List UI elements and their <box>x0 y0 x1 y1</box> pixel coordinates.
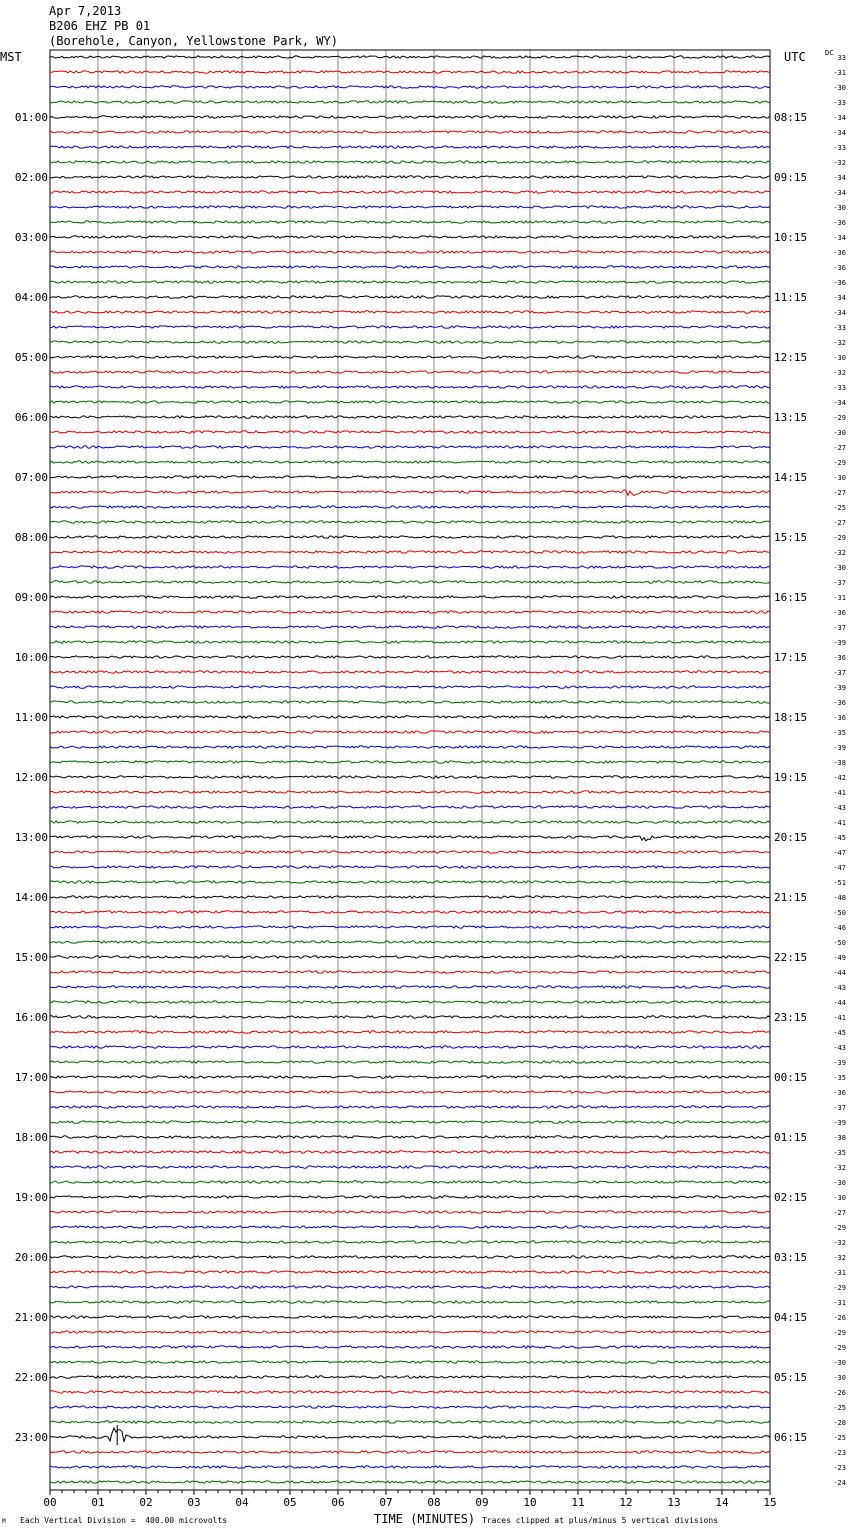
trace-row-18 <box>50 326 770 328</box>
trace-row-89 <box>50 1391 770 1393</box>
x-tick-label: 00 <box>43 1496 57 1509</box>
dc-offset-label: -39 <box>833 684 846 692</box>
x-tick-label: 01 <box>91 1496 105 1509</box>
station-location: (Borehole, Canyon, Yellowstone Park, WY) <box>49 34 338 48</box>
right-hour-label: 22:15 <box>774 951 808 964</box>
dc-offset-label: -35 <box>833 1149 846 1157</box>
dc-offset-label: -25 <box>833 1434 846 1442</box>
right-hour-label: 17:15 <box>774 651 808 664</box>
left-hour-label: 12:00 <box>14 771 48 784</box>
trace-row-81 <box>50 1271 770 1273</box>
trace-row-17 <box>50 311 770 313</box>
trace-row-79 <box>50 1241 770 1243</box>
trace-row-40 <box>50 656 770 658</box>
trace-row-90 <box>50 1406 770 1408</box>
trace-row-33 <box>50 551 770 553</box>
left-hour-label: 02:00 <box>14 171 48 184</box>
dc-offset-label: -33 <box>833 99 846 107</box>
dc-offset-label: -27 <box>833 1209 846 1217</box>
dc-offset-label: -44 <box>833 969 846 977</box>
trace-row-61 <box>50 971 770 973</box>
trace-row-9 <box>50 191 770 193</box>
left-hour-label: 05:00 <box>14 351 48 364</box>
right-hour-label: 13:15 <box>774 411 808 424</box>
left-hour-label: 23:00 <box>14 1431 48 1444</box>
dc-offset-label: -29 <box>833 534 846 542</box>
trace-row-92 <box>50 1425 770 1445</box>
trace-row-71 <box>50 1121 770 1123</box>
trace-row-28 <box>50 476 770 478</box>
trace-row-64 <box>50 1016 770 1018</box>
dc-offset-label: -36 <box>833 279 846 287</box>
right-hour-label: 02:15 <box>774 1191 808 1204</box>
x-tick-label: 08 <box>427 1496 441 1509</box>
trace-row-54 <box>50 866 770 868</box>
left-hour-label: 09:00 <box>14 591 48 604</box>
dc-offset-label: -36 <box>833 264 846 272</box>
left-hour-label: 18:00 <box>14 1131 48 1144</box>
trace-row-27 <box>50 461 770 463</box>
trace-row-0 <box>50 56 770 58</box>
dc-offset-label: -41 <box>833 819 846 827</box>
right-timezone-label: UTC <box>784 50 806 64</box>
trace-row-38 <box>50 626 770 628</box>
right-hour-label: 03:15 <box>774 1251 808 1264</box>
dc-offset-label: -51 <box>833 879 846 887</box>
x-tick-label: 11 <box>571 1496 585 1509</box>
right-hour-label: 08:15 <box>774 111 808 124</box>
trace-row-69 <box>50 1091 770 1093</box>
dc-offset-label: -29 <box>833 1284 846 1292</box>
trace-row-21 <box>50 371 770 373</box>
dc-offset-label: -31 <box>833 1299 846 1307</box>
dc-offset-label: -47 <box>833 864 846 872</box>
trace-row-66 <box>50 1046 770 1048</box>
trace-row-6 <box>50 146 770 148</box>
left-hour-label: 08:00 <box>14 531 48 544</box>
dc-offset-label: -30 <box>833 429 846 437</box>
left-hour-label: 14:00 <box>14 891 48 904</box>
dc-offset-label: -33 <box>833 324 846 332</box>
left-timezone-label: MST <box>0 50 22 64</box>
trace-row-15 <box>50 281 770 283</box>
dc-offset-label: -44 <box>833 999 846 1007</box>
trace-row-91 <box>50 1421 770 1423</box>
right-hour-label: 16:15 <box>774 591 808 604</box>
dc-offset-label: -33 <box>833 384 846 392</box>
dc-offset-label: -32 <box>833 339 846 347</box>
right-hour-label: 15:15 <box>774 531 808 544</box>
trace-row-77 <box>50 1211 770 1213</box>
dc-offset-label: -39 <box>833 744 846 752</box>
dc-offset-label: -30 <box>833 474 846 482</box>
trace-row-26 <box>50 446 770 448</box>
trace-row-4 <box>50 116 770 118</box>
trace-row-83 <box>50 1301 770 1303</box>
trace-row-88 <box>50 1376 770 1378</box>
trace-row-44 <box>50 716 770 718</box>
trace-row-67 <box>50 1061 770 1063</box>
dc-offset-label: -31 <box>833 594 846 602</box>
trace-row-46 <box>50 746 770 748</box>
dc-offset-label: -29 <box>833 459 846 467</box>
trace-row-73 <box>50 1151 770 1153</box>
trace-row-14 <box>50 266 770 268</box>
dc-offset-label: -32 <box>833 1254 846 1262</box>
x-tick-label: 07 <box>379 1496 393 1509</box>
dc-offset-label: -32 <box>833 369 846 377</box>
trace-row-30 <box>50 506 770 508</box>
trace-row-35 <box>50 581 770 583</box>
trace-row-72 <box>50 1136 770 1138</box>
dc-offset-label: -25 <box>833 504 846 512</box>
trace-row-94 <box>50 1466 770 1468</box>
dc-offset-label: -26 <box>833 1314 846 1322</box>
trace-row-16 <box>50 296 770 298</box>
dc-offset-label: -32 <box>833 549 846 557</box>
trace-row-51 <box>50 821 770 823</box>
dc-offset-label: -24 <box>833 1479 846 1487</box>
dc-offset-label: -39 <box>833 1059 846 1067</box>
trace-row-80 <box>50 1256 770 1258</box>
x-axis-title: TIME (MINUTES) <box>374 1512 476 1526</box>
trace-row-10 <box>50 206 770 208</box>
trace-row-84 <box>50 1316 770 1318</box>
dc-offset-label: -46 <box>833 924 846 932</box>
dc-offset-label: -35 <box>833 729 846 737</box>
dc-offset-label: -30 <box>833 564 846 572</box>
left-hour-label: 16:00 <box>14 1011 48 1024</box>
trace-row-49 <box>50 791 770 793</box>
trace-row-95 <box>50 1481 770 1483</box>
left-hour-label: 19:00 <box>14 1191 48 1204</box>
dc-offset-label: -32 <box>833 1239 846 1247</box>
left-hour-label: 17:00 <box>14 1071 48 1084</box>
trace-row-68 <box>50 1076 770 1078</box>
right-hour-label: 14:15 <box>774 471 808 484</box>
trace-row-82 <box>50 1286 770 1288</box>
dc-offset-label: -36 <box>833 654 846 662</box>
trace-row-87 <box>50 1361 770 1363</box>
left-hour-label: 15:00 <box>14 951 48 964</box>
x-tick-label: 09 <box>475 1496 489 1509</box>
corner-mark: M <box>2 1518 6 1525</box>
dc-offset-label: -36 <box>833 249 846 257</box>
left-hour-label: 20:00 <box>14 1251 48 1264</box>
dc-offset-label: -37 <box>833 624 846 632</box>
trace-row-20 <box>50 356 770 358</box>
dc-offset-label: -41 <box>833 789 846 797</box>
left-hour-label: 13:00 <box>14 831 48 844</box>
dc-offset-label: -34 <box>833 399 846 407</box>
dc-offset-label: -33 <box>833 144 846 152</box>
trace-row-34 <box>50 566 770 568</box>
x-tick-label: 13 <box>667 1496 681 1509</box>
trace-row-29 <box>50 490 770 496</box>
dc-offset-label: -25 <box>833 1404 846 1412</box>
x-tick-label: 03 <box>187 1496 201 1509</box>
plot-date: Apr 7,2013 <box>49 4 122 18</box>
dc-offset-label: -31 <box>833 1269 846 1277</box>
dc-offset-label: -36 <box>833 219 846 227</box>
dc-offset-label: -36 <box>833 714 846 722</box>
left-hour-label: 03:00 <box>14 231 48 244</box>
right-hour-label: 09:15 <box>774 171 808 184</box>
dc-offset-label: -30 <box>833 1359 846 1367</box>
dc-offset-label: -29 <box>833 1329 846 1337</box>
dc-offset-label: -45 <box>833 1029 846 1037</box>
dc-offset-label: -39 <box>833 639 846 647</box>
right-hour-label: 12:15 <box>774 351 808 364</box>
dc-offset-label: 33 <box>837 54 846 62</box>
dc-offset-label: -50 <box>833 909 846 917</box>
dc-offset-label: -34 <box>833 309 846 317</box>
left-hour-label: 10:00 <box>14 651 48 664</box>
dc-offset-label: -37 <box>833 669 846 677</box>
dc-offset-label: -30 <box>833 1194 846 1202</box>
right-hour-label: 10:15 <box>774 231 808 244</box>
left-hour-label: 22:00 <box>14 1371 48 1384</box>
right-hour-label: 23:15 <box>774 1011 808 1024</box>
trace-row-41 <box>50 671 770 673</box>
dc-offset-label: -34 <box>833 294 846 302</box>
trace-row-63 <box>50 1001 770 1003</box>
x-tick-label: 05 <box>283 1496 297 1509</box>
trace-row-65 <box>50 1031 770 1033</box>
dc-offset-label: -23 <box>833 1464 846 1472</box>
dc-offset-label: -36 <box>833 699 846 707</box>
dc-offset-label: -34 <box>833 174 846 182</box>
dc-offset-label: -37 <box>833 579 846 587</box>
trace-row-47 <box>50 761 770 763</box>
dc-offset-label: -30 <box>833 1374 846 1382</box>
dc-offset-label: -39 <box>833 1119 846 1127</box>
trace-row-13 <box>50 251 770 253</box>
dc-offset-label: -30 <box>833 84 846 92</box>
dc-offset-header: DC <box>825 49 834 57</box>
trace-row-48 <box>50 776 770 778</box>
trace-row-37 <box>50 611 770 613</box>
dc-offset-label: -28 <box>833 1419 846 1427</box>
trace-row-58 <box>50 926 770 928</box>
trace-row-42 <box>50 686 770 688</box>
dc-offset-label: -27 <box>833 519 846 527</box>
trace-row-50 <box>50 806 770 808</box>
trace-row-57 <box>50 911 770 913</box>
dc-offset-label: -27 <box>833 489 846 497</box>
trace-row-19 <box>50 341 770 343</box>
dc-offset-label: -36 <box>833 609 846 617</box>
trace-row-86 <box>50 1346 770 1348</box>
trace-row-43 <box>50 701 770 703</box>
trace-row-7 <box>50 161 770 163</box>
x-tick-label: 02 <box>139 1496 153 1509</box>
dc-offset-label: -47 <box>833 849 846 857</box>
dc-offset-label: -36 <box>833 1089 846 1097</box>
dc-offset-label: -27 <box>833 444 846 452</box>
right-hour-label: 18:15 <box>774 711 808 724</box>
trace-row-24 <box>50 416 770 418</box>
trace-row-23 <box>50 401 770 403</box>
dc-offset-label: -30 <box>833 204 846 212</box>
dc-offset-label: -32 <box>833 159 846 167</box>
trace-row-85 <box>50 1331 770 1333</box>
trace-row-70 <box>50 1106 770 1108</box>
trace-row-76 <box>50 1196 770 1198</box>
trace-row-22 <box>50 386 770 388</box>
dc-offset-label: -35 <box>833 1074 846 1082</box>
trace-row-1 <box>50 71 770 73</box>
dc-offset-label: -49 <box>833 954 846 962</box>
right-hour-label: 21:15 <box>774 891 808 904</box>
dc-offset-label: -37 <box>833 1104 846 1112</box>
trace-row-74 <box>50 1166 770 1168</box>
dc-offset-label: -29 <box>833 414 846 422</box>
dc-offset-label: -26 <box>833 1389 846 1397</box>
clip-note: Traces clipped at plus/minus 5 vertical divisions <box>482 1516 719 1525</box>
trace-row-52 <box>50 836 770 841</box>
dc-offset-label: -34 <box>833 114 846 122</box>
right-hour-label: 20:15 <box>774 831 808 844</box>
dc-offset-label: -41 <box>833 1014 846 1022</box>
trace-row-8 <box>50 176 770 178</box>
dc-offset-label: -48 <box>833 894 846 902</box>
dc-offset-label: -42 <box>833 774 846 782</box>
right-hour-label: 04:15 <box>774 1311 808 1324</box>
left-hour-label: 04:00 <box>14 291 48 304</box>
trace-row-32 <box>50 536 770 538</box>
dc-offset-label: -43 <box>833 984 846 992</box>
scale-note: Each Vertical Division = 400.00 microvolts <box>20 1516 228 1525</box>
trace-row-12 <box>50 236 770 238</box>
trace-row-45 <box>50 731 770 733</box>
dc-offset-label: -30 <box>833 354 846 362</box>
right-hour-label: 01:15 <box>774 1131 808 1144</box>
left-hour-label: 21:00 <box>14 1311 48 1324</box>
trace-row-53 <box>50 851 770 853</box>
trace-row-78 <box>50 1226 770 1228</box>
dc-offset-label: -29 <box>833 1344 846 1352</box>
trace-row-62 <box>50 986 770 988</box>
dc-offset-label: -29 <box>833 1224 846 1232</box>
x-tick-label: 10 <box>523 1496 537 1509</box>
dc-offset-label: -34 <box>833 129 846 137</box>
dc-offset-label: -38 <box>833 1134 846 1142</box>
right-hour-label: 00:15 <box>774 1071 808 1084</box>
dc-offset-label: -30 <box>833 1179 846 1187</box>
trace-row-56 <box>50 896 770 898</box>
left-hour-label: 06:00 <box>14 411 48 424</box>
dc-offset-label: -50 <box>833 939 846 947</box>
dc-offset-label: -38 <box>833 759 846 767</box>
x-tick-label: 14 <box>715 1496 729 1509</box>
dc-offset-label: -34 <box>833 189 846 197</box>
trace-row-25 <box>50 431 770 433</box>
trace-row-5 <box>50 131 770 133</box>
trace-row-60 <box>50 956 770 958</box>
trace-row-75 <box>50 1181 770 1183</box>
dc-offset-label: -45 <box>833 834 846 842</box>
station-code: B206 EHZ PB 01 <box>49 19 151 33</box>
dc-offset-label: -23 <box>833 1449 846 1457</box>
trace-row-93 <box>50 1451 770 1453</box>
right-hour-label: 11:15 <box>774 291 808 304</box>
trace-row-55 <box>50 881 770 883</box>
x-tick-label: 06 <box>331 1496 345 1509</box>
trace-row-36 <box>50 596 770 598</box>
right-hour-label: 05:15 <box>774 1371 808 1384</box>
trace-row-2 <box>50 86 770 88</box>
trace-row-39 <box>50 641 770 643</box>
trace-row-11 <box>50 221 770 223</box>
trace-row-31 <box>50 521 770 523</box>
dc-offset-label: -34 <box>833 234 846 242</box>
x-tick-label: 12 <box>619 1496 633 1509</box>
left-hour-label: 07:00 <box>14 471 48 484</box>
dc-offset-label: -43 <box>833 1044 846 1052</box>
right-hour-label: 19:15 <box>774 771 808 784</box>
x-tick-label: 15 <box>763 1496 777 1509</box>
left-hour-label: 01:00 <box>14 111 48 124</box>
right-hour-label: 06:15 <box>774 1431 808 1444</box>
trace-row-59 <box>50 941 770 943</box>
left-hour-label: 11:00 <box>14 711 48 724</box>
trace-row-3 <box>50 101 770 103</box>
x-tick-label: 04 <box>235 1496 249 1509</box>
dc-offset-label: -43 <box>833 804 846 812</box>
dc-offset-label: -32 <box>833 1164 846 1172</box>
dc-offset-label: -31 <box>833 69 846 77</box>
